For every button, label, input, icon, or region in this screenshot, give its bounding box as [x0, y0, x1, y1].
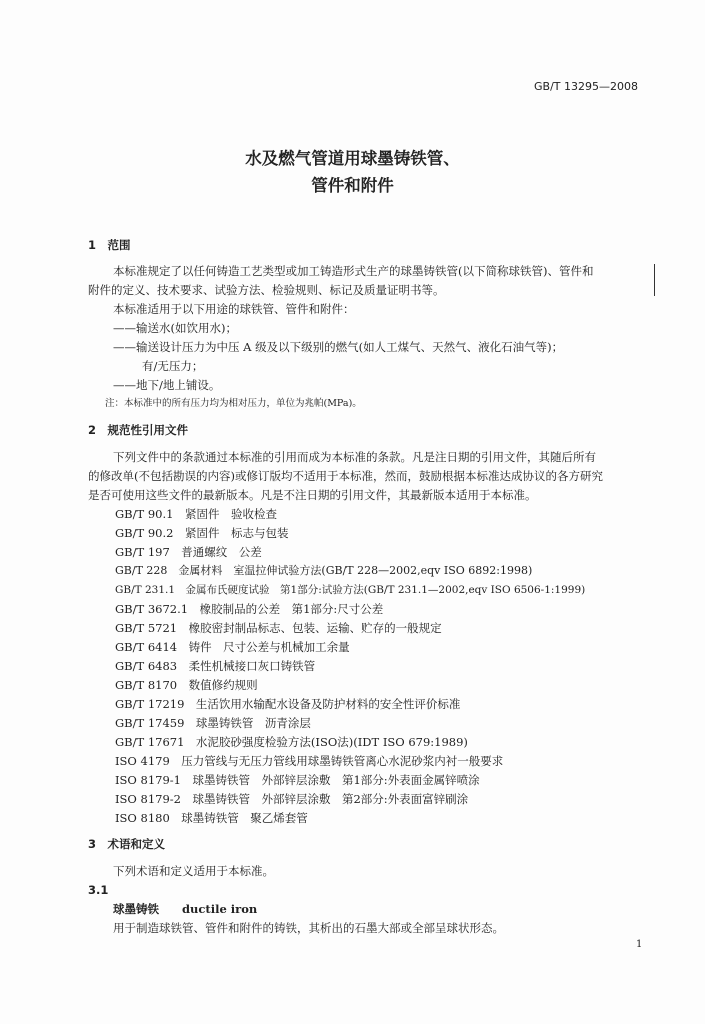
reference-item: GB/T 17219 生活饮用水输配水设备及防护材料的安全性评价标准	[115, 697, 461, 711]
page-number: 1	[636, 939, 643, 950]
section-1-para-1a: 本标准规定了以任何铸造工艺类型或加工铸造形式生产的球墨铸铁管(以下简称球铁管)、管件和	[113, 264, 594, 278]
standard-number: GB/T 13295—2008	[534, 80, 638, 93]
reference-item: ISO 8179-1 球墨铸铁管 外部锌层涂敷 第1部分:外表面金属锌喷涂	[115, 773, 480, 787]
section-2-para-1a: 下列文件中的条款通过本标准的引用而成为本标准的条款。凡是注日期的引用文件，其随后所有	[113, 450, 596, 464]
document-title-line2: 管件和附件	[311, 176, 394, 195]
reference-item: ISO 8179-2 球墨铸铁管 外部锌层涂敷 第2部分:外表面富锌刷涂	[115, 792, 469, 806]
reference-item: GB/T 3672.1 橡胶制品的公差 第1部分:尺寸公差	[115, 602, 384, 616]
reference-item: GB/T 90.2 紧固件 标志与包装	[115, 526, 289, 540]
term-number: 3.1	[88, 883, 109, 897]
section-1-heading: 1 范围	[88, 238, 131, 252]
section-1-para-1b: 附件的定义、技术要求、试验方法、检验规则、标记及质量证明书等。	[88, 283, 445, 297]
reference-item: ISO 4179 压力管线与无压力管线用球墨铸铁管离心水泥砂浆内衬一般要求	[115, 754, 504, 768]
term-english: ductile iron	[182, 902, 258, 916]
scope-item-2-cont: 有/无压力；	[142, 359, 204, 373]
reference-item: GB/T 17459 球墨铸铁管 沥青涂层	[115, 716, 311, 730]
section-2-heading: 2 规范性引用文件	[88, 423, 189, 437]
term-definition: 用于制造球铁管、管件和附件的铸铁，其析出的石墨大部或全部呈球状形态。	[113, 921, 504, 935]
reference-item: GB/T 90.1 紧固件 验收检查	[115, 507, 277, 521]
margin-change-bar	[654, 264, 655, 296]
scope-item-2: ——输送设计压力为中压 A 级及以下级别的燃气(如人工煤气、天然气、液化石油气等)；	[113, 340, 564, 354]
reference-item: GB/T 6414 铸件 尺寸公差与机械加工余量	[115, 640, 350, 654]
section-1-para-2: 本标准适用于以下用途的球铁管、管件和附件：	[113, 302, 355, 316]
reference-item: GB/T 8170 数值修约规则	[115, 678, 258, 692]
reference-item: GB/T 6483 柔性机械接口灰口铸铁管	[115, 659, 316, 673]
section-2-para-1c: 是否可使用这些文件的最新版本。凡是不注日期的引用文件，其最新版本适用于本标准。	[88, 488, 537, 502]
reference-item: GB/T 231.1 金属布氏硬度试验 第1部分:试验方法(GB/T 231.1—2002,eqv ISO 6506-1:1999)	[115, 584, 586, 596]
document-title-line1: 水及燃气管道用球墨铸铁管、	[245, 149, 460, 168]
reference-item: GB/T 197 普通螺纹 公差	[115, 545, 262, 559]
scope-note: 注：本标准中的所有压力均为相对压力，单位为兆帕(MPa)。	[105, 398, 362, 409]
reference-item: ISO 8180 球墨铸铁管 聚乙烯套管	[115, 811, 308, 825]
reference-item: GB/T 5721 橡胶密封制品标志、包装、运输、贮存的一般规定	[115, 621, 442, 635]
section-3-intro: 下列术语和定义适用于本标准。	[113, 864, 274, 878]
reference-item: GB/T 228 金属材料 室温拉伸试验方法(GB/T 228—2002,eqv ISO 6892:1998)	[115, 564, 533, 577]
term-chinese: 球墨铸铁	[113, 902, 159, 916]
scope-item-1: ——输送水(如饮用水)；	[113, 321, 237, 335]
reference-item: GB/T 17671 水泥胶砂强度检验方法(ISO法)(IDT ISO 679:1989)	[115, 735, 468, 749]
section-2-para-1b: 的修改单(不包括勘误的内容)或修订版均不适用于本标准，然而，鼓励根据本标准达成协议的各方研究	[88, 469, 603, 483]
section-3-heading: 3 术语和定义	[88, 837, 166, 851]
scope-item-3: ——地下/地上铺设。	[113, 378, 221, 392]
